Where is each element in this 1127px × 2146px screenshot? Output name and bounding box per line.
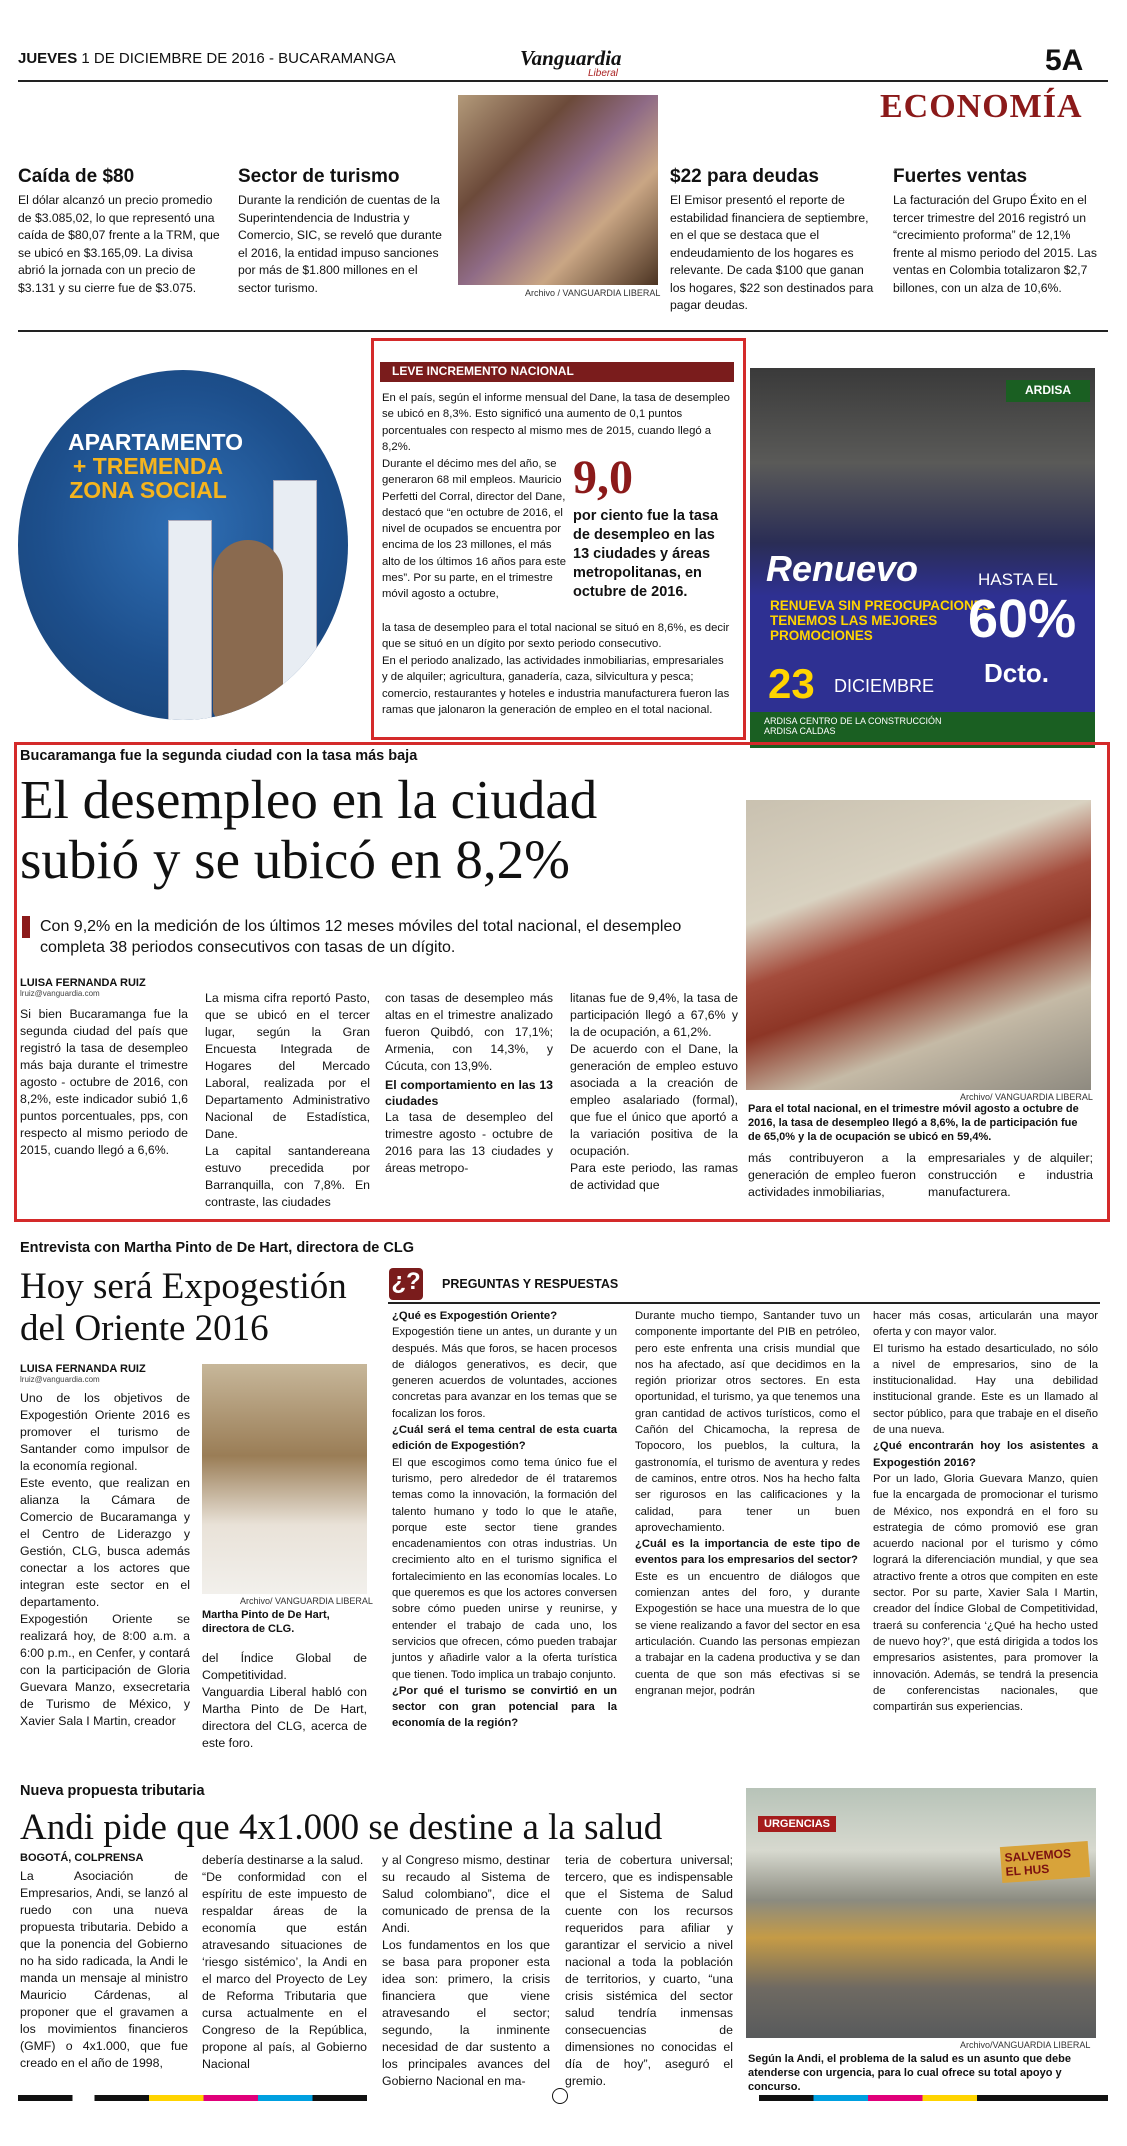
header-rule: [18, 80, 1108, 82]
main-col-4: litanas fue de 9,4%, la tasa de participación llegó a 67,6% y la de ocupación, a 61,2%. De acuerdo con el Dane, la generación de empleo estuvo asociada a la creación de empleo asalariado (formal), que fue el único que aportó a la variación positiva de la ocupación. Para este periodo, las ramas de actividad que: [570, 991, 738, 1192]
main-col-5: más contribuyeron a la generación de empleo fueron actividades inmobiliarias,: [748, 1151, 916, 1199]
brief-text: El dólar alcanzó un precio promedio de $3.085,02, lo que representó una caída de $80,07 frente a la TRM, que se ubicó en $3.165,09. La divisa abrió la jornada con un precio de $3.131 y su cierre fue de $3.075.: [18, 193, 220, 295]
ad-line2: + TREMENDA ZONA SOCIAL: [69, 453, 227, 503]
photo-caption: Para el total nacional, en el trimestre móvil agosto a octubre de 2016, la tasa de desempleo llegó a 8,6%, la de participación fue de 65,0% y la de ocupación se ubicó en 59,4%.: [748, 1103, 1079, 1143]
expo-kicker: Entrevista con Martha Pinto de De Hart, directora de CLG: [20, 1240, 414, 1256]
person-illustration: [213, 540, 283, 720]
protest-photo: [746, 1788, 1096, 2038]
main-kicker: Bucaramanga fue la segunda ciudad con la tasa más baja: [20, 748, 418, 764]
question-icon: ¿?: [389, 1268, 423, 1300]
photo-credit: Archivo/ VANGUARDIA LIBERAL: [240, 1596, 373, 1606]
expo-byline: LUISA FERNANDA RUIZ lruiz@vanguardia.com: [20, 1363, 146, 1384]
ad-subtitle: RENUEVA SIN PREOCUPACIONES TENEMOS LAS MEJORES PROMOCIONES: [770, 598, 992, 643]
ad-renuevo[interactable]: [750, 368, 1095, 748]
newspaper-logo-sub: Liberal: [588, 68, 619, 79]
protest-sign: SALVEMOS EL HUS: [1000, 1841, 1090, 1883]
ad-line1: APARTAMENTO: [68, 429, 244, 455]
page-date: JUEVES 1 DE DICIEMBRE DE 2016 - BUCARAMANGA: [18, 50, 396, 67]
photo-credit: Archivo / VANGUARDIA LIBERAL: [525, 288, 661, 298]
leve-p3: la tasa de desempleo para el total nacional se situó en 8,6%, es decir que se situó en un dígito por sexto periodo consecutivo.: [382, 622, 730, 651]
brief-turismo: [238, 166, 443, 297]
ad-month: DICIEMBRE: [834, 676, 935, 696]
brief-title: $22 para deudas: [670, 166, 819, 187]
ad-percent: 60%: [968, 589, 1077, 649]
big-number: 9,0: [573, 451, 633, 504]
main-subhead: El comportamiento en las 13 ciudades: [385, 1078, 553, 1108]
ad-footer: ARDISA CENTRO DE LA CONSTRUCCIÓN ARDISA CALDAS: [750, 712, 1095, 748]
ad-dcto: Dcto.: [984, 658, 1049, 688]
brief-text: Durante la rendición de cuentas de la Superintendencia de Industria y Comercio, SIC, se reveló que durante el 2016, la entidad impuso sanciones por más de $1.800 millones en el sector turismo.: [238, 193, 442, 295]
leve-p1: En el país, según el informe mensual del Dane, la tasa de desempleo se ubicó en 8,3%. Esto significó una aumento de 0,1 puntos porcentuales con respecto al mismo mes de 2015, cuando llegó a 8,2%.: [382, 392, 730, 453]
main-col-6: empresariales y de alquiler; construcción e industria manufacturera.: [928, 1151, 1093, 1199]
andi-col-4: teria de cobertura universal; tercero, que es indispensable que el Sistema de Salud cuente con los recursos requeridos para afiliar y garantizar el servicio a nivel nacional a toda la población de territorios, y cuarto, “una crisis sistémica del sector salud tendría inmensas consecuencias de dimensiones no conocidas el día de hoy”, aseguró el gremio.: [565, 1853, 733, 2088]
qa-title: PREGUNTAS Y RESPUESTAS: [442, 1277, 619, 1291]
main-photo: [746, 800, 1091, 1090]
brief-title: Fuertes ventas: [893, 166, 1028, 187]
andi-col-3: y al Congreso mismo, destinar su recaudo al Sistema de Salud colombiano”, dice el comunicado de prensa de la Andi. Los fundamentos en los que se basa para proponer esta idea son: primero, la crisis financiera que viene atravesando el sector; segundo, la inminente necesidad de dar sustento a los principales avances del Gobierno Nacional en ma-: [382, 1853, 550, 2088]
leve-p4: En el periodo analizado, las actividades inmobiliarias, empresariales y de alquiler; agricultura, ganadería, caza, silvicultura y pesca; comercio, restaurantes y hoteles e industria manufacturera fueron las ramas que jalonaron la generación de empleo en el total nacional.: [382, 655, 730, 716]
ad-day: 23: [768, 660, 815, 707]
main-byline: LUISA FERNANDA RUIZ lruiz@vanguardia.com: [20, 977, 146, 998]
box-tag: LEVE INCREMENTO NACIONAL: [380, 362, 734, 382]
brief-ventas: [893, 166, 1103, 297]
ad-brand: ARDISA: [1006, 380, 1090, 402]
urgencias-sign: URGENCIAS: [758, 1816, 836, 1832]
brief-deudas: [670, 166, 880, 315]
andi-dateline: BOGOTÁ, COLPRENSA: [20, 1852, 144, 1864]
qa-rule: [388, 1302, 1100, 1304]
deck-marker: [22, 916, 30, 938]
leve-p2: Durante el décimo mes del año, se generaron 68 mil empleos. Mauricio Perfetti del Corral, director del Dane, destacó que “en octubre de 2016, el nivel de ocupados se encuentra por encima de los 23 millones, el más alto de los últimos 16 años para este mes”. Por su parte, en el trimestre móvil agosto a octubre,: [382, 458, 566, 601]
big-number-text: por ciento fue la tasa de desempleo en las 13 ciudades y áreas metropolitanas, en octubre de 2016.: [573, 508, 719, 600]
photo-caption: Martha Pinto de De Hart, directora de CLG.: [202, 1609, 330, 1635]
section-rule: [18, 330, 1108, 332]
andi-col-1: La Asociación de Empresarios, Andi, se lanzó al ruedo con una nueva propuesta tributaria. Debido a que la ponencia del Gobierno no ha sido radicada, la Andi le manda un mensaje al ministro Mauricio Cárdenas, al proponer que el gravamen a los movimientos financieros (GMF) o 4x1.000, que fue creado en el año de 1998,: [20, 1869, 188, 2070]
expo-headline[interactable]: Hoy será Expogestión del Oriente 2016: [20, 1266, 347, 1349]
andi-col-2: debería destinarse a la salud. “De conformidad con el espíritu de este impuesto de respaldar áreas de la economía que están atravesando situaciones de ‘riesgo sistémico’, la Andi en el marco del Proyecto de Ley de Reforma Tributaria que cursa actualmente en el Congreso de la República, propone al país, al Gobierno Nacional: [202, 1853, 367, 2071]
expo-col-1: Uno de los objetivos de Expogestión Oriente 2016 es promover el turismo de Santander como impulsor de la economía regional. Este evento, que realizan en alianza la Cámara de Comercio de Bucaramanga y el Centro de Liderazgo y Gestión, CLG, busca además conectar a los actores que integran este sector en el departamento. Expogestión Oriente se realizará hoy, de 8:00 a.m. a 6:00 p.m., en Cenfer, y contará con la participación de Gloria Guevara Manzo, exsecretaria de Turismo de México, y Xavier Sala I Martin, creador: [20, 1391, 190, 1728]
andi-headline[interactable]: Andi pide que 4x1.000 se destine a la salud: [20, 1807, 663, 1848]
main-deck: Con 9,2% en la medición de los últimos 12 meses móviles del total nacional, el desempleo completa 38 periodos consecutivos con tasas de un dígito.: [40, 918, 682, 956]
photo-caption: Según la Andi, el problema de la salud es un asunto que debe atenderse con urgencia, para lo cual ofrece su total apoyo y concurso.: [748, 2053, 1071, 2093]
building-illustration: [168, 520, 212, 720]
qa-col-3: hacer más cosas, articularán una mayor oferta y con mayor valor. El turismo ha estado desarticulado, no sólo a nivel de empresarios, sino de la institucionalidad. Hay una debilidad institucional grande. Este es un llamado al sector público, para que trabaje en el diseño de una nueva. ¿Qué encontrarán hoy los asistentes a Expogestión 2016? Por un lado, Gloria Guevara Manzo, quien fue la encargada de promocionar el turismo de México, nos expondrá en el foro su estrategia de cómo promovió ese gran acuerdo nacional por el turismo y cómo logrará la diferenciación mundial, y que sea atractivo frente a otros que compiten en este sector. Por su parte, Xavier Sala I Martin, creador del Índice Global de Competitividad, traerá su conferencia ‘¿Qué ha hecho usted de nuevo hoy?’, que está dirigida a todos los empresarios asistentes, para promover la innovación. Además, se tendrá la presencia de conferencistas nacionales, que compartirán sus experiencias.: [873, 1310, 1098, 1714]
section-title: ECONOMÍA: [880, 88, 1083, 125]
registration-mark-icon: [552, 2088, 568, 2104]
photo-credit: Archivo/VANGUARDIA LIBERAL: [960, 2040, 1091, 2050]
page-number: 5A: [1045, 44, 1084, 77]
martha-photo: [202, 1364, 367, 1594]
main-col-3: con tasas de desempleo más altas en el trimestre analizado fueron Quibdó, con 17,1%; Armenia, con 14,3%, y Cúcuta, con 13,9%. El comportamiento en las 13 ciudades La tasa de desempleo del trimestre agosto - octubre de 2016 para las 13 ciudades y áreas metropo-: [385, 991, 553, 1175]
brief-text: La facturación del Grupo Éxito en el tercer trimestre del 2016 registró un “crecimiento proforma” de 12,1% frente al mismo periodo del 2015. Las ventas en Colombia totalizaron $2,7 billones, con un alza de 10,6%.: [893, 193, 1097, 295]
brief-text: El Emisor presentó el reporte de estabilidad financiera de septiembre, en el que se destaca que el endeudamiento de los hogares es relevante. De cada $100 que ganan los hogares, $22 son destinados para pagar deudas.: [670, 193, 874, 312]
ad-name: Renuevo: [766, 548, 919, 589]
photo-credit: Archivo/ VANGUARDIA LIBERAL: [960, 1092, 1093, 1102]
newspaper-logo[interactable]: Vanguardia: [520, 46, 622, 70]
money-photo: [458, 95, 658, 285]
brief-title: Caída de $80: [18, 166, 135, 187]
brief-dolar: [18, 166, 223, 297]
qa-col-2: Durante mucho tiempo, Santander tuvo un componente importante del PIB en petróleo, pero este enfrenta una crisis mundial que nos ha afectado, así que decidimos en la región priorizar otros sectores. En esta oportunidad, el turismo, ya que tenemos una gran cantidad de activos turísticos, como el Cañón del Chicamocha, la represa de Topocoro, los pueblos, la cultura, la gastronomía, el turismo de aventura y redes de caminos, entre otros. Nos ha hecho falta ser rigurosos en las calificaciones y la calidad, para tener un buen aprovechamiento. ¿Cuál es la importancia de este tipo de eventos para los empresarios del sector? Este es un encuentro de diálogos que comienzan antes del foro, y durante Expogestión se hace una muestra de lo que se viene realizando a favor del sector en esa articulación. Cuando las personas empiezan a trabajar en la cadena productiva y se dan cuenta de que son más efectivas si se engranan mejor, podrán: [635, 1310, 860, 1697]
main-col-1: Si bien Bucaramanga fue la segunda ciudad del país que registró la tasa de desempleo más baja durante el trimestre agosto - octubre de 2016, con 8,2%, este indicador subió 1,6 puntos porcentuales, pps, con respecto al mismo periodo de 2015, cuando llegó a 6,6%.: [20, 1007, 188, 1157]
expo-col-2: del Índice Global de Competitividad. Vanguardia Liberal habló con Martha Pinto de De Hart, directora del CLG, acerca de este foro.: [202, 1651, 367, 1750]
main-col-2: La misma cifra reportó Pasto, que se ubicó en el tercer lugar, según la Gran Encuesta Integrada de Hogares del Mercado Laboral, realizada por el Departamento Administrativo Nacional de Estadística, Dane. La capital santandereana estuvo precedida por Barranquilla, con 7,8%. En contraste, las ciudades: [205, 991, 370, 1209]
andi-kicker: Nueva propuesta tributaria: [20, 1783, 205, 1799]
ad-hasta: HASTA EL: [978, 570, 1058, 589]
brief-title: Sector de turismo: [238, 166, 400, 187]
qa-col-1: ¿Qué es Expogestión Oriente? Expogestión tiene un antes, un durante y un después. Más que foros, se hacen procesos de diálogos generativos, es decir, que generen acuerdos de voluntades, acciones concretas para avanzar en los temas que se focalizan los foros. ¿Cuál será el tema central de esta cuarta edición de Expogestión? El que escogimos como tema único fue el turismo, pero alrededor de él trataremos temas como la innovación, la formación del talento humano y todo lo que le atañe, porque este sector tiene grandes encadenamientos con otras industrias. Un crecimiento alto en el turismo significa el fortalecimiento en las economías locales. Lo que queremos es que los actores conversen sobre cómo pueden unirse y reunirse, y entender el trabajo de cada uno, los servicios que ofrecen, cómo pueden trabajar juntos y añadirle valor a la oferta turística que tienen. Todo implica un trabajo conjunto. ¿Por qué el turismo se convirtió en un sector con gran potencial para la economía de la región?: [392, 1310, 617, 1730]
main-headline[interactable]: El desempleo en la ciudad subió y se ubicó en 8,2%: [20, 769, 598, 890]
ad-apartamento[interactable]: [18, 370, 348, 720]
